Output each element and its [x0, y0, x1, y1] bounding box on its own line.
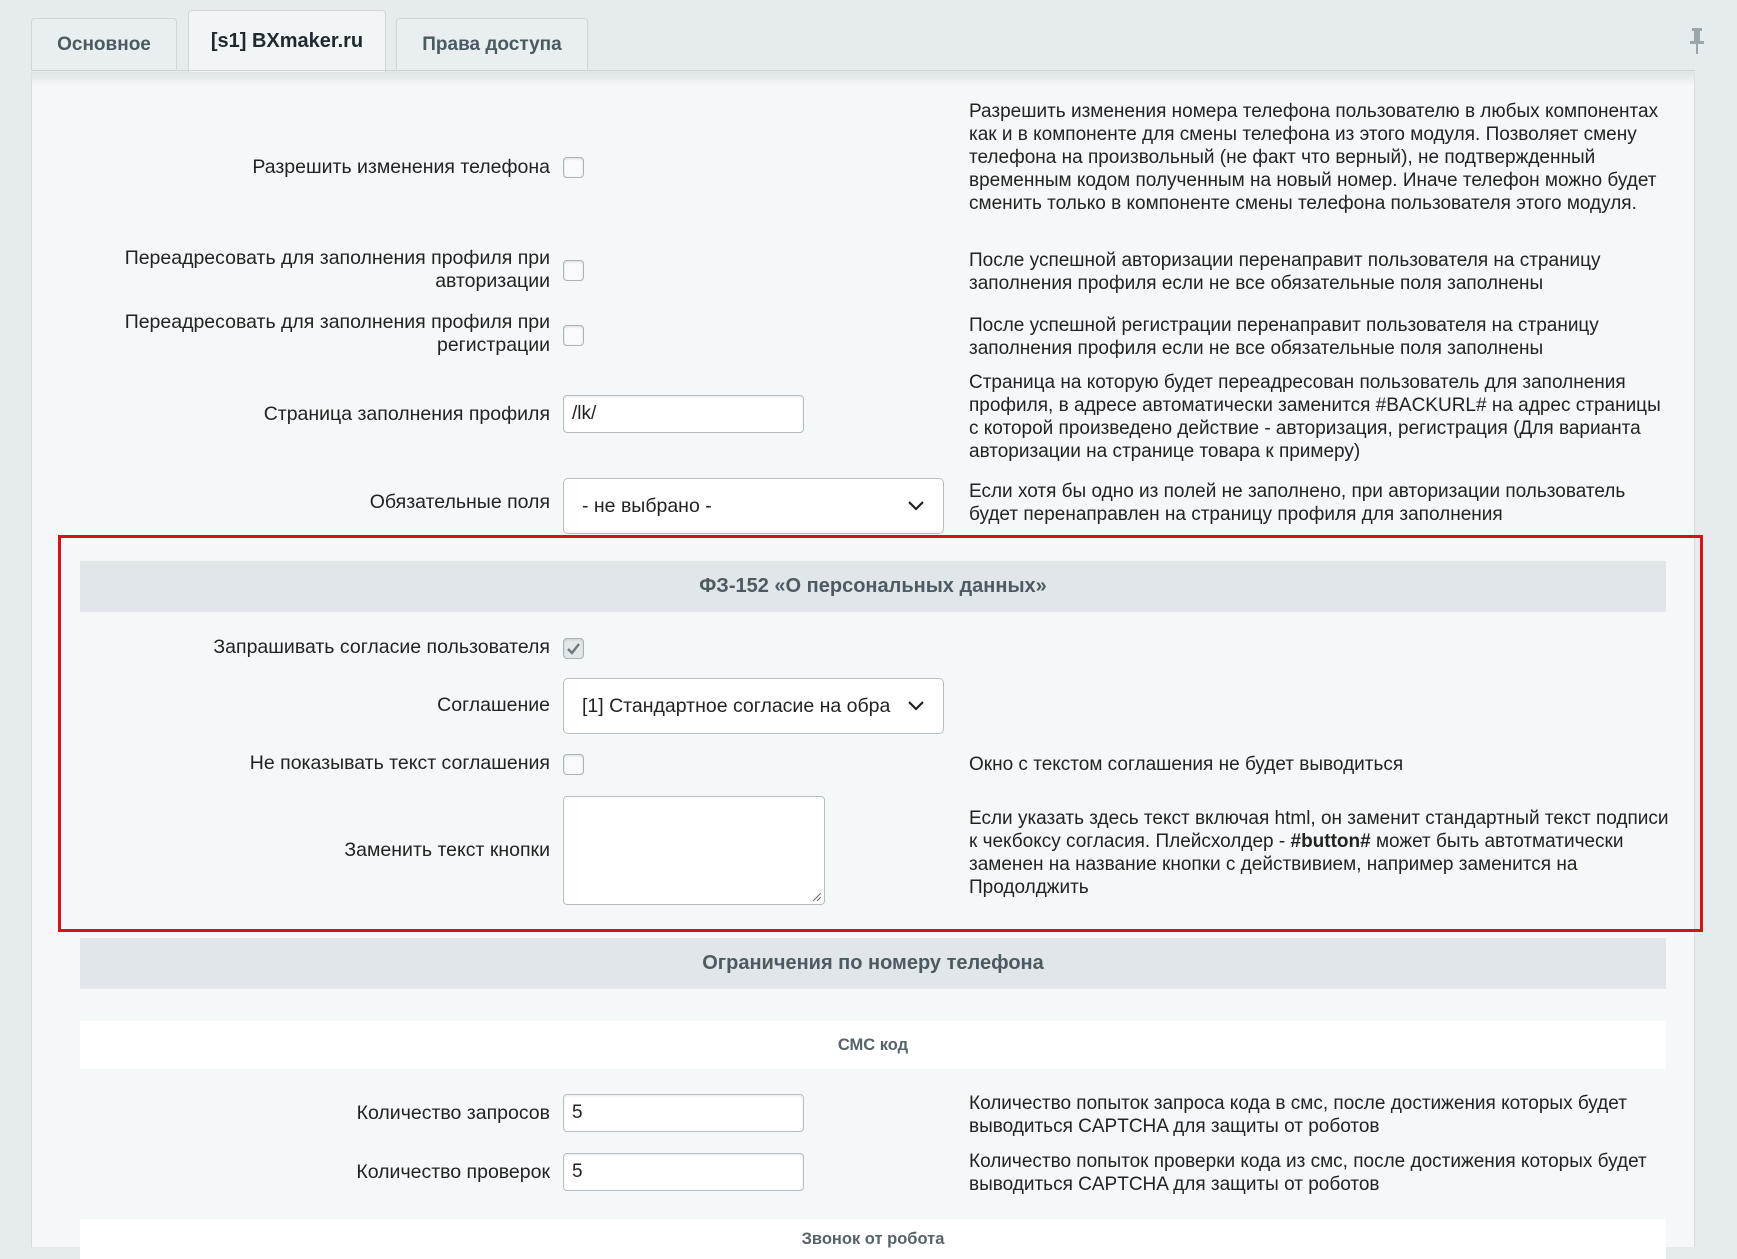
limits-section-title: Ограничения по номеру телефона — [702, 952, 1044, 974]
requests-input[interactable] — [563, 1094, 804, 1132]
redirect-auth-label-line2: авторизации — [435, 270, 550, 292]
allow-phone-change-desc: Разрешить изменения номера телефона пользователю в любых компонентах как и в компоненте для смены телефона из этого модуля. Позволяет смену телефона на произвольный (не факт что верный), не подтвержденный временным кодом полученным на новый номер. Иначе телефон можно будет сменить только в компоненте смены телефона пользователя этого модуля. — [969, 101, 1659, 214]
tab-main[interactable] — [31, 18, 177, 70]
ask-consent-label: Запрашивать согласие пользователя — [213, 636, 550, 658]
tab-site[interactable] — [188, 10, 386, 72]
redirect-auth-label — [125, 247, 550, 293]
hide-text-desc: Окно с текстом соглашения не будет выводиться — [969, 754, 1404, 775]
hide-text-label: Не показывать текст соглашения — [249, 752, 550, 774]
button-text-desc-part1: Если указать здесь текст включая html, он заменит стандартный текст подписи к чекбоксу согласия. Плейсхолдер - — [969, 808, 1669, 852]
checks-input[interactable] — [563, 1153, 804, 1191]
tab-main-label: Основное — [57, 33, 151, 55]
agreement-label: Соглашение — [437, 694, 550, 716]
redirect-reg-desc: После успешной регистрации перенаправит пользователя на страницу заполнения профиля если не все обязательные поля заполнены — [969, 315, 1599, 359]
highlight-frame — [58, 535, 1703, 932]
requests-label: Количество запросов — [356, 1102, 550, 1124]
required-fields-desc: Если хотя бы одно из полей не заполнено, при авторизации пользователь будет перенаправлен на страницу профиля для заполнения — [969, 481, 1626, 525]
redirect-reg-label — [125, 311, 550, 357]
tab-access-label: Права доступа — [422, 33, 562, 55]
redirect-auth-desc: После успешной авторизации перенаправит пользователя на страницу заполнения профиля если не все обязательные поля заполнены — [969, 250, 1601, 294]
redirect-reg-label-line1: Переадресовать для заполнения профиля при — [124, 311, 550, 333]
robot-call-subsection-title: Звонок от робота — [801, 1229, 945, 1248]
sms-subsection-title: СМС код — [837, 1035, 909, 1054]
button-text-desc-part2: может быть автотматически заменен на название кнопки с действивием, например заменится на Продолджить — [969, 831, 1624, 898]
limits-section-header — [80, 938, 1666, 989]
button-placeholder-code: #button# — [1290, 831, 1371, 852]
required-fields-label: Обязательные поля — [369, 491, 550, 513]
robot-call-subsection-header — [80, 1219, 1666, 1259]
chevron-down-icon — [907, 500, 925, 512]
checks-desc: Количество попыток проверки кода из смс, после достижения которых будет выводиться CAPTCHA для защиты от роботов — [969, 1151, 1647, 1195]
checks-label: Количество проверок — [356, 1161, 550, 1183]
redirect-auth-label-line1: Переадресовать для заполнения профиля при — [124, 247, 550, 269]
allow-phone-change-label: Разрешить изменения телефона — [252, 156, 550, 178]
redirect-reg-checkbox[interactable] — [563, 325, 584, 346]
panel-top-shadow — [31, 72, 1695, 86]
consent-section-title: ФЗ-152 «О персональных данных» — [699, 575, 1047, 597]
redirect-reg-label-line2: регистрации — [436, 334, 550, 356]
required-fields-select[interactable] — [563, 478, 944, 534]
profile-page-input[interactable] — [563, 395, 804, 433]
sms-subsection-header — [80, 1021, 1666, 1069]
tab-access[interactable] — [396, 18, 588, 70]
allow-phone-change-checkbox[interactable] — [563, 157, 584, 178]
profile-page-label: Страница заполнения профиля — [263, 403, 550, 425]
pin-icon[interactable] — [1686, 26, 1708, 56]
redirect-auth-checkbox[interactable] — [563, 260, 584, 281]
agreement-value: [1] Стандартное согласие на обра — [582, 694, 891, 717]
requests-desc: Количество попыток запроса кода в смс, после достижения которых будет выводиться CAPTCHA для защиты от роботов — [969, 1093, 1627, 1137]
button-text-label: Заменить текст кнопки — [344, 839, 550, 861]
required-fields-value: - не выбрано - — [582, 494, 712, 517]
tab-divider — [31, 70, 1695, 71]
tab-site-label: [s1] BXmaker.ru — [210, 30, 364, 52]
profile-page-desc: Страница на которую будет переадресован пользователь для заполнения профиля, в адресе автоматически заменится #BACKURL# на адрес страницы с которой произведено действие - авторизация, регистрация (Для варианта авторизации на странице товара к примеру) — [969, 372, 1661, 462]
